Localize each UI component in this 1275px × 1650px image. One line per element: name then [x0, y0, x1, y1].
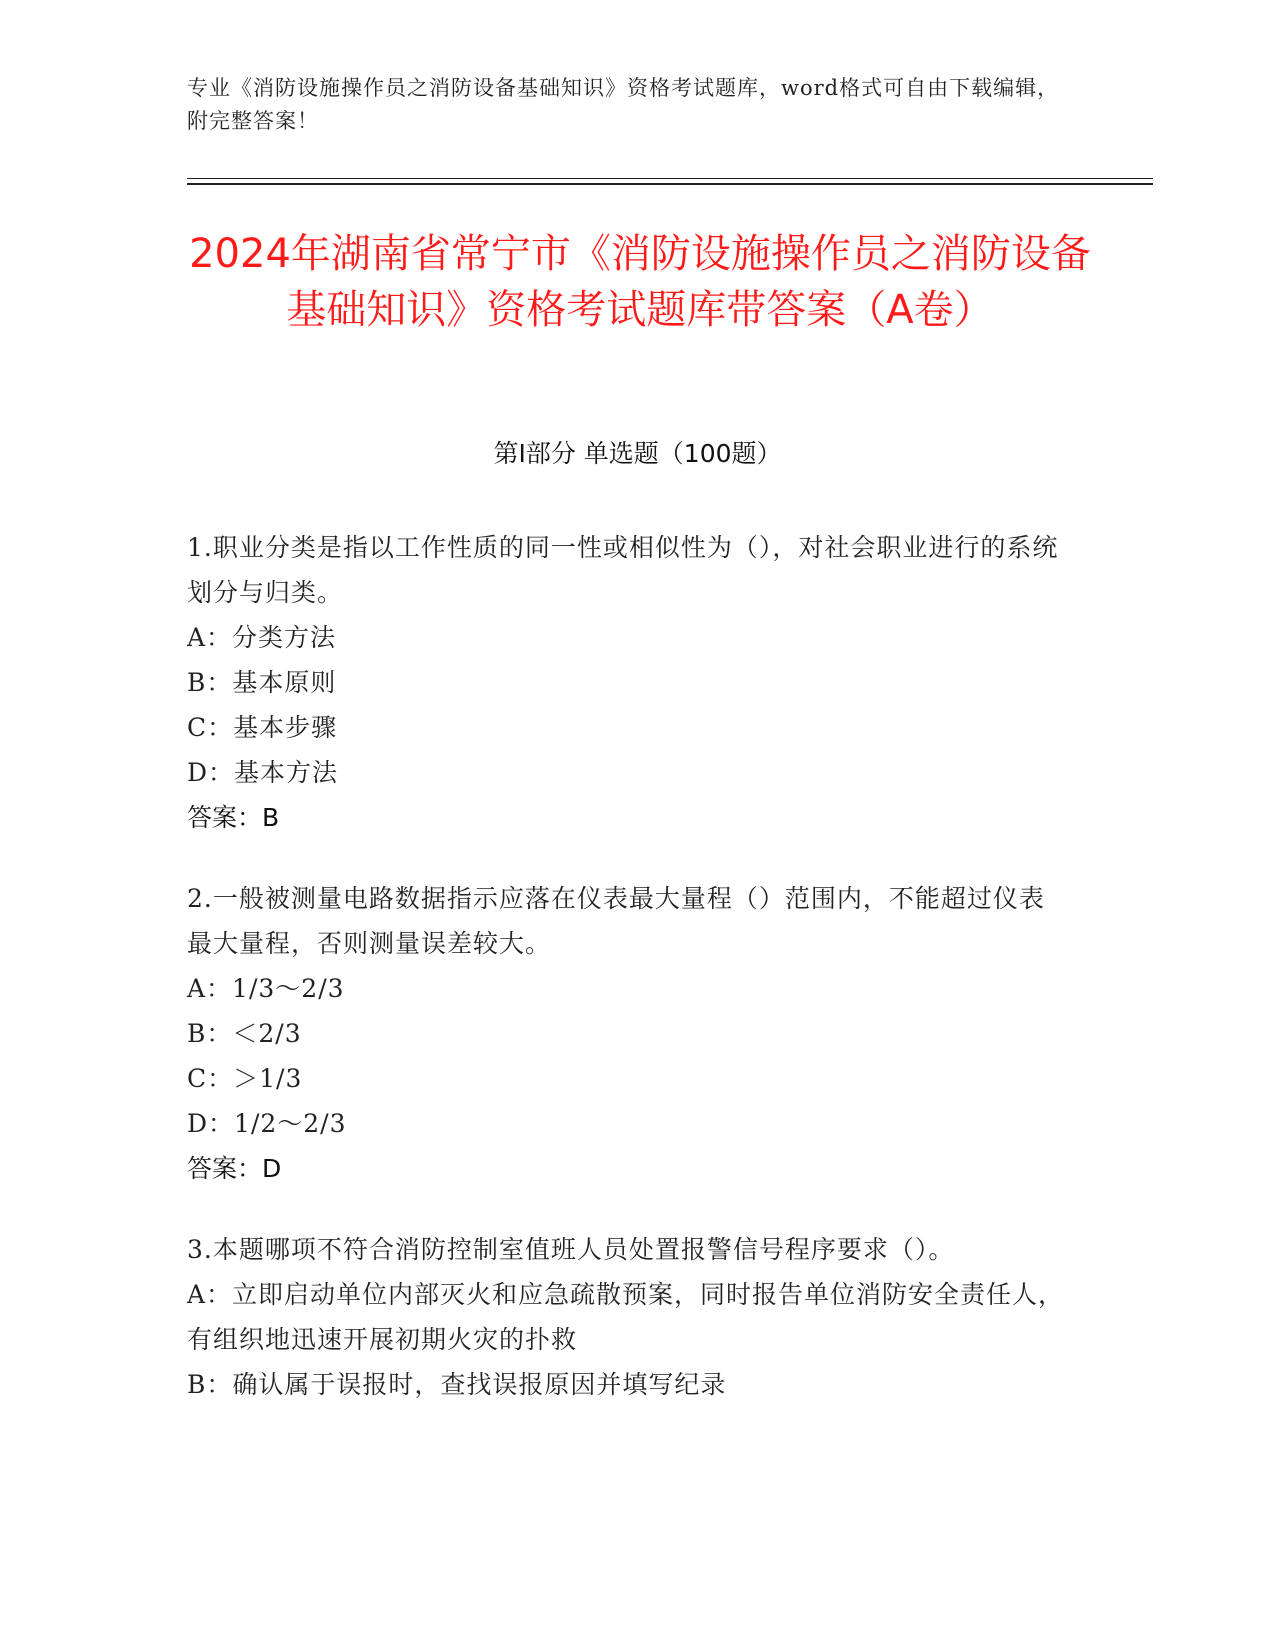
question-stem: 1.职业分类是指以工作性质的同一性或相似性为（），对社会职业进行的系统划分与归类。 — [187, 533, 1059, 607]
question-list — [187, 525, 1067, 1443]
question-2 — [187, 876, 1067, 1191]
option-c: C：＞1/3 — [187, 1064, 303, 1093]
option-d: D：基本方法 — [187, 758, 339, 787]
header-note: 专业《消防设施操作员之消防设备基础知识》资格考试题库，word格式可自由下载编辑，附完整答案！ — [187, 76, 1060, 133]
header-divider-thick — [187, 183, 1153, 185]
answer-line: 答案：D — [187, 1154, 282, 1183]
option-b: B：基本原则 — [187, 668, 337, 697]
option-a: A：立即启动单位内部灭火和应急疏散预案，同时报告单位消防安全责任人，有组织地迅速开展初期火灾的扑救 — [187, 1280, 1065, 1354]
option-a: A：1/3～2/3 — [187, 974, 345, 1003]
option-a: A：分类方法 — [187, 623, 337, 652]
question-stem: 2.一般被测量电路数据指示应落在仪表最大量程（）范围内，不能超过仪表最大量程，否则测量误差较大。 — [187, 884, 1045, 958]
option-c: C：基本步骤 — [187, 713, 338, 742]
option-b: B：确认属于误报时，查找误报原因并填写纪录 — [187, 1370, 727, 1399]
section-heading: 第I部分 单选题（100题） — [493, 439, 782, 468]
header-divider-thin — [187, 178, 1153, 179]
question-1 — [187, 525, 1067, 840]
question-3 — [187, 1227, 1067, 1407]
document-title: 2024年湖南省常宁市《消防设施操作员之消防设备基础知识》资格考试题库带答案（A卷） — [189, 231, 1091, 333]
option-b: B：＜2/3 — [187, 1019, 302, 1048]
answer-line: 答案：B — [187, 803, 280, 832]
question-stem: 3.本题哪项不符合消防控制室值班人员处置报警信号程序要求（）。 — [187, 1235, 955, 1264]
option-d: D：1/2～2/3 — [187, 1109, 347, 1138]
